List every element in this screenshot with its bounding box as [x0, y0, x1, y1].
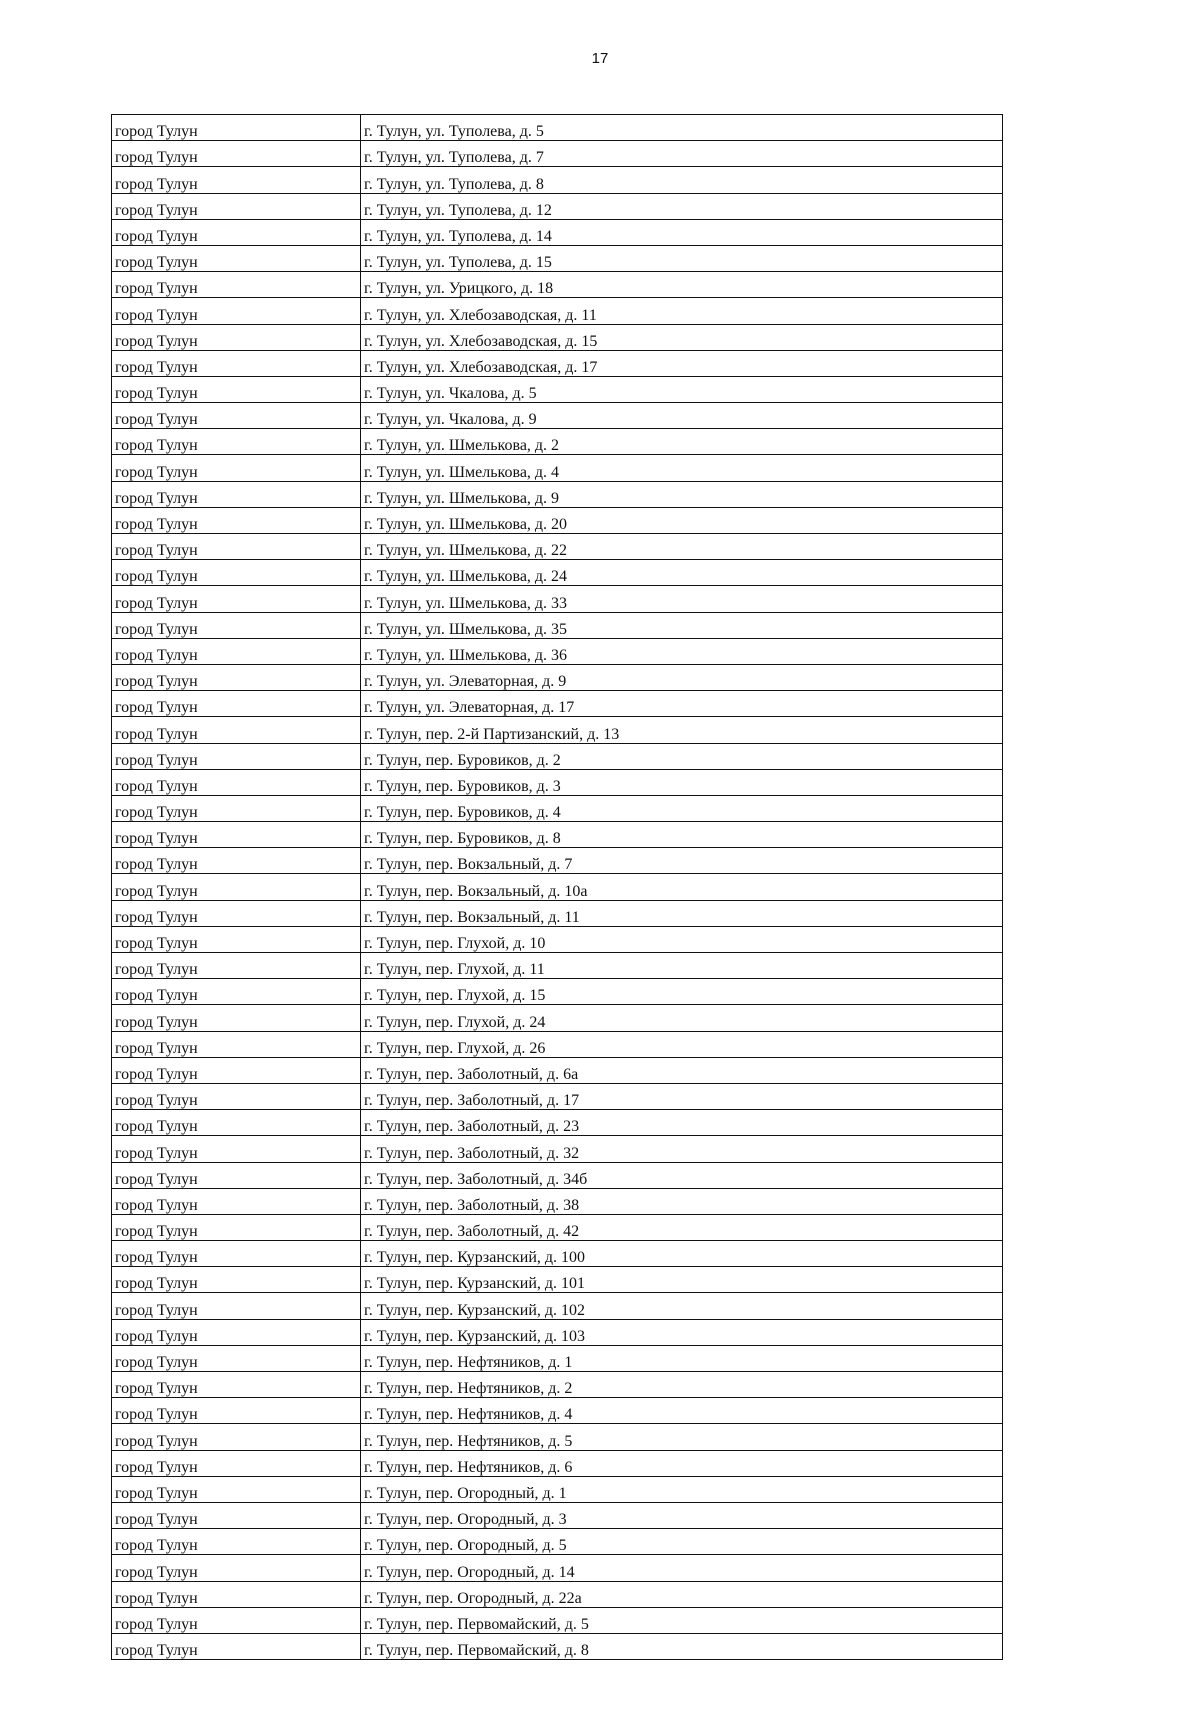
address-cell: г. Тулун, ул. Шмелькова, д. 22 — [361, 534, 1003, 560]
municipality-cell: город Тулун — [112, 586, 361, 612]
address-cell: г. Тулун, ул. Чкалова, д. 9 — [361, 403, 1003, 429]
municipality-cell: город Тулун — [112, 141, 361, 167]
address-cell: г. Тулун, пер. Заболотный, д. 17 — [361, 1083, 1003, 1109]
municipality-cell: город Тулун — [112, 193, 361, 219]
address-cell: г. Тулун, ул. Хлебозаводская, д. 11 — [361, 298, 1003, 324]
address-cell: г. Тулун, пер. Заболотный, д. 6а — [361, 1057, 1003, 1083]
table-row — [112, 1110, 1003, 1136]
address-cell: г. Тулун, ул. Шмелькова, д. 33 — [361, 586, 1003, 612]
address-cell: г. Тулун, пер. Нефтяников, д. 1 — [361, 1345, 1003, 1371]
address-cell: г. Тулун, пер. Нефтяников, д. 6 — [361, 1450, 1003, 1476]
municipality-cell: город Тулун — [112, 691, 361, 717]
table-row — [112, 1450, 1003, 1476]
address-cell: г. Тулун, ул. Туполева, д. 12 — [361, 193, 1003, 219]
table-row — [112, 167, 1003, 193]
municipality-cell: город Тулун — [112, 926, 361, 952]
address-cell: г. Тулун, ул. Хлебозаводская, д. 17 — [361, 350, 1003, 376]
address-cell: г. Тулун, пер. Буровиков, д. 4 — [361, 795, 1003, 821]
table-row — [112, 1502, 1003, 1528]
municipality-cell: город Тулун — [112, 664, 361, 690]
municipality-cell: город Тулун — [112, 429, 361, 455]
address-cell: г. Тулун, пер. Курзанский, д. 100 — [361, 1241, 1003, 1267]
municipality-cell: город Тулун — [112, 1188, 361, 1214]
table-row — [112, 926, 1003, 952]
table-row — [112, 1319, 1003, 1345]
municipality-cell: город Тулун — [112, 1424, 361, 1450]
municipality-cell: город Тулун — [112, 769, 361, 795]
municipality-cell: город Тулун — [112, 1241, 361, 1267]
address-cell: г. Тулун, пер. Огородный, д. 14 — [361, 1555, 1003, 1581]
address-cell: г. Тулун, пер. Вокзальный, д. 10а — [361, 874, 1003, 900]
municipality-cell: город Тулун — [112, 1267, 361, 1293]
table-row — [112, 979, 1003, 1005]
municipality-cell: город Тулун — [112, 1293, 361, 1319]
address-cell: г. Тулун, пер. Заболотный, д. 23 — [361, 1110, 1003, 1136]
address-cell: г. Тулун, ул. Шмелькова, д. 2 — [361, 429, 1003, 455]
address-cell: г. Тулун, пер. Заболотный, д. 34б — [361, 1162, 1003, 1188]
table-row — [112, 1372, 1003, 1398]
table-row — [112, 272, 1003, 298]
address-cell: г. Тулун, пер. Глухой, д. 24 — [361, 1005, 1003, 1031]
address-cell: г. Тулун, ул. Шмелькова, д. 9 — [361, 481, 1003, 507]
address-cell: г. Тулун, пер. Огородный, д. 5 — [361, 1529, 1003, 1555]
address-cell: г. Тулун, ул. Урицкого, д. 18 — [361, 272, 1003, 298]
address-table — [111, 114, 1003, 1660]
municipality-cell: город Тулун — [112, 1005, 361, 1031]
address-cell: г. Тулун, ул. Элеваторная, д. 17 — [361, 691, 1003, 717]
municipality-cell: город Тулун — [112, 1633, 361, 1659]
address-cell: г. Тулун, пер. Первомайский, д. 8 — [361, 1633, 1003, 1659]
address-cell: г. Тулун, пер. 2-й Партизанский, д. 13 — [361, 717, 1003, 743]
address-table-body — [112, 115, 1003, 1660]
municipality-cell: город Тулун — [112, 1450, 361, 1476]
table-row — [112, 586, 1003, 612]
address-cell: г. Тулун, пер. Вокзальный, д. 7 — [361, 848, 1003, 874]
table-row — [112, 1581, 1003, 1607]
table-row — [112, 953, 1003, 979]
address-cell: г. Тулун, ул. Чкалова, д. 5 — [361, 376, 1003, 402]
municipality-cell: город Тулун — [112, 455, 361, 481]
table-row — [112, 900, 1003, 926]
municipality-cell: город Тулун — [112, 272, 361, 298]
address-cell: г. Тулун, пер. Вокзальный, д. 11 — [361, 900, 1003, 926]
table-row — [112, 324, 1003, 350]
municipality-cell: город Тулун — [112, 874, 361, 900]
table-row — [112, 769, 1003, 795]
table-row — [112, 507, 1003, 533]
address-cell: г. Тулун, пер. Нефтяников, д. 4 — [361, 1398, 1003, 1424]
municipality-cell: город Тулун — [112, 717, 361, 743]
municipality-cell: город Тулун — [112, 1136, 361, 1162]
address-cell: г. Тулун, пер. Глухой, д. 10 — [361, 926, 1003, 952]
table-row — [112, 560, 1003, 586]
municipality-cell: город Тулун — [112, 350, 361, 376]
municipality-cell: город Тулун — [112, 1057, 361, 1083]
municipality-cell: город Тулун — [112, 822, 361, 848]
municipality-cell: город Тулун — [112, 1398, 361, 1424]
table-row — [112, 429, 1003, 455]
table-row — [112, 1241, 1003, 1267]
table-row — [112, 1345, 1003, 1371]
address-cell: г. Тулун, ул. Шмелькова, д. 35 — [361, 612, 1003, 638]
table-row — [112, 193, 1003, 219]
address-cell: г. Тулун, пер. Буровиков, д. 3 — [361, 769, 1003, 795]
municipality-cell: город Тулун — [112, 1372, 361, 1398]
address-cell: г. Тулун, ул. Шмелькова, д. 20 — [361, 507, 1003, 533]
table-row — [112, 1607, 1003, 1633]
municipality-cell: город Тулун — [112, 245, 361, 271]
table-row — [112, 1083, 1003, 1109]
address-cell: г. Тулун, ул. Туполева, д. 8 — [361, 167, 1003, 193]
table-row — [112, 717, 1003, 743]
municipality-cell: город Тулун — [112, 953, 361, 979]
table-row — [112, 1031, 1003, 1057]
municipality-cell: город Тулун — [112, 795, 361, 821]
address-cell: г. Тулун, пер. Заболотный, д. 38 — [361, 1188, 1003, 1214]
address-cell: г. Тулун, ул. Туполева, д. 5 — [361, 115, 1003, 141]
municipality-cell: город Тулун — [112, 560, 361, 586]
municipality-cell: город Тулун — [112, 507, 361, 533]
municipality-cell: город Тулун — [112, 219, 361, 245]
municipality-cell: город Тулун — [112, 1529, 361, 1555]
municipality-cell: город Тулун — [112, 1162, 361, 1188]
table-row — [112, 691, 1003, 717]
table-row — [112, 848, 1003, 874]
address-cell: г. Тулун, пер. Глухой, д. 15 — [361, 979, 1003, 1005]
address-cell: г. Тулун, пер. Буровиков, д. 8 — [361, 822, 1003, 848]
municipality-cell: город Тулун — [112, 1110, 361, 1136]
municipality-cell: город Тулун — [112, 298, 361, 324]
address-cell: г. Тулун, ул. Туполева, д. 14 — [361, 219, 1003, 245]
address-cell: г. Тулун, пер. Курзанский, д. 102 — [361, 1293, 1003, 1319]
municipality-cell: город Тулун — [112, 848, 361, 874]
municipality-cell: город Тулун — [112, 1083, 361, 1109]
address-cell: г. Тулун, пер. Глухой, д. 26 — [361, 1031, 1003, 1057]
address-cell: г. Тулун, ул. Элеваторная, д. 9 — [361, 664, 1003, 690]
municipality-cell: город Тулун — [112, 1345, 361, 1371]
table-row — [112, 1267, 1003, 1293]
municipality-cell: город Тулун — [112, 1031, 361, 1057]
table-row — [112, 376, 1003, 402]
table-row — [112, 1424, 1003, 1450]
address-cell: г. Тулун, пер. Глухой, д. 11 — [361, 953, 1003, 979]
table-row — [112, 1398, 1003, 1424]
table-row — [112, 1476, 1003, 1502]
table-row — [112, 115, 1003, 141]
table-row — [112, 403, 1003, 429]
address-cell: г. Тулун, пер. Заболотный, д. 42 — [361, 1214, 1003, 1240]
address-cell: г. Тулун, пер. Курзанский, д. 103 — [361, 1319, 1003, 1345]
address-cell: г. Тулун, пер. Огородный, д. 3 — [361, 1502, 1003, 1528]
address-cell: г. Тулун, пер. Курзанский, д. 101 — [361, 1267, 1003, 1293]
municipality-cell: город Тулун — [112, 979, 361, 1005]
municipality-cell: город Тулун — [112, 1607, 361, 1633]
municipality-cell: город Тулун — [112, 1555, 361, 1581]
municipality-cell: город Тулун — [112, 115, 361, 141]
address-cell: г. Тулун, ул. Туполева, д. 15 — [361, 245, 1003, 271]
municipality-cell: город Тулун — [112, 1214, 361, 1240]
municipality-cell: город Тулун — [112, 1319, 361, 1345]
address-cell: г. Тулун, пер. Огородный, д. 22а — [361, 1581, 1003, 1607]
municipality-cell: город Тулун — [112, 376, 361, 402]
table-row — [112, 350, 1003, 376]
address-cell: г. Тулун, пер. Огородный, д. 1 — [361, 1476, 1003, 1502]
table-row — [112, 664, 1003, 690]
table-row — [112, 1293, 1003, 1319]
municipality-cell: город Тулун — [112, 1581, 361, 1607]
page-number: 17 — [591, 50, 609, 67]
municipality-cell: город Тулун — [112, 743, 361, 769]
address-cell: г. Тулун, пер. Заболотный, д. 32 — [361, 1136, 1003, 1162]
municipality-cell: город Тулун — [112, 534, 361, 560]
address-cell: г. Тулун, пер. Буровиков, д. 2 — [361, 743, 1003, 769]
table-row — [112, 1162, 1003, 1188]
address-cell: г. Тулун, ул. Туполева, д. 7 — [361, 141, 1003, 167]
table-row — [112, 1005, 1003, 1031]
municipality-cell: город Тулун — [112, 481, 361, 507]
table-row — [112, 141, 1003, 167]
table-row — [112, 1633, 1003, 1659]
table-row — [112, 638, 1003, 664]
table-row — [112, 822, 1003, 848]
address-cell: г. Тулун, пер. Нефтяников, д. 2 — [361, 1372, 1003, 1398]
table-row — [112, 219, 1003, 245]
municipality-cell: город Тулун — [112, 638, 361, 664]
municipality-cell: город Тулун — [112, 403, 361, 429]
municipality-cell: город Тулун — [112, 612, 361, 638]
table-row — [112, 743, 1003, 769]
address-cell: г. Тулун, ул. Шмелькова, д. 4 — [361, 455, 1003, 481]
municipality-cell: город Тулун — [112, 167, 361, 193]
address-cell: г. Тулун, ул. Шмелькова, д. 36 — [361, 638, 1003, 664]
table-row — [112, 534, 1003, 560]
table-row — [112, 612, 1003, 638]
table-row — [112, 1529, 1003, 1555]
table-row — [112, 481, 1003, 507]
table-row — [112, 245, 1003, 271]
municipality-cell: город Тулун — [112, 324, 361, 350]
table-row — [112, 298, 1003, 324]
table-row — [112, 1057, 1003, 1083]
address-cell: г. Тулун, ул. Хлебозаводская, д. 15 — [361, 324, 1003, 350]
municipality-cell: город Тулун — [112, 1502, 361, 1528]
address-cell: г. Тулун, пер. Первомайский, д. 5 — [361, 1607, 1003, 1633]
municipality-cell: город Тулун — [112, 1476, 361, 1502]
table-row — [112, 795, 1003, 821]
table-row — [112, 455, 1003, 481]
table-row — [112, 1555, 1003, 1581]
table-row — [112, 1188, 1003, 1214]
table-row — [112, 1136, 1003, 1162]
table-row — [112, 1214, 1003, 1240]
municipality-cell: город Тулун — [112, 900, 361, 926]
table-row — [112, 874, 1003, 900]
address-cell: г. Тулун, пер. Нефтяников, д. 5 — [361, 1424, 1003, 1450]
address-cell: г. Тулун, ул. Шмелькова, д. 24 — [361, 560, 1003, 586]
